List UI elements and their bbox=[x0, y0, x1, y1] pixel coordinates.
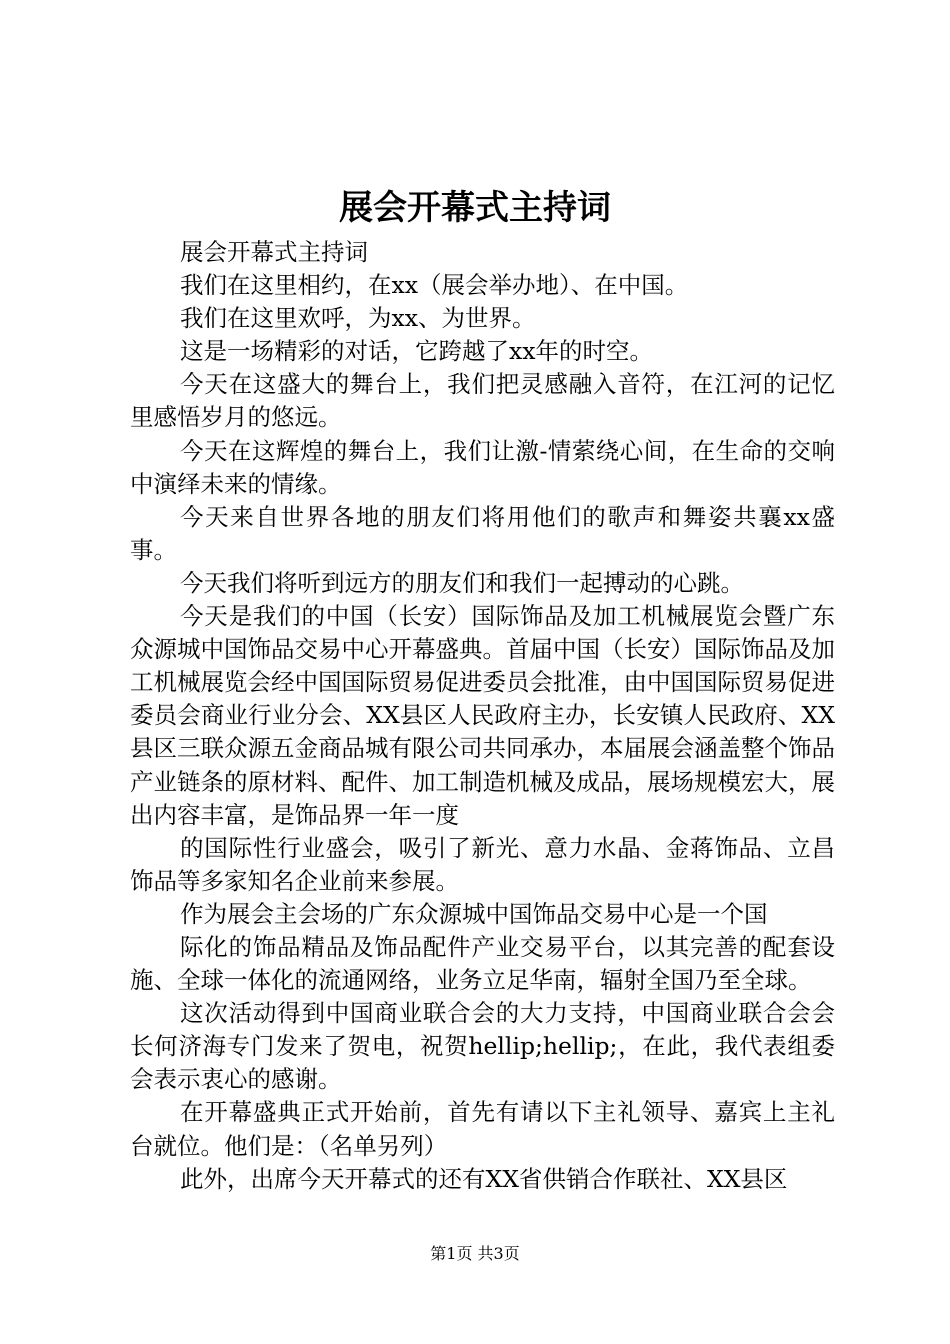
paragraph: 今天我们将听到远方的朋友们和我们一起搏动的心跳。 bbox=[180, 568, 744, 597]
paragraph: 这次活动得到中国商业联合会的大力支持，中国商业联合会会长何济海专门发来了贺电，祝贺hellip;hellip;，在此，我代表组委会表示衷心的感谢。 bbox=[130, 999, 835, 1094]
page-footer: 第1页 共3页 bbox=[430, 1244, 520, 1263]
paragraph: 这是一场精彩的对话，它跨越了xx年的时空。 bbox=[180, 337, 654, 366]
paragraph: 展会开幕式主持词 bbox=[180, 238, 368, 266]
paragraph: 此外，出席今天开幕式的还有XX省供销合作联社、XX县区 bbox=[180, 1164, 788, 1193]
paragraph: 今天在这辉煌的舞台上，我们让激-情萦绕心间，在生命的交响中演绎未来的情缘。 bbox=[130, 436, 835, 498]
paragraph: 际化的饰品精品及饰品配件产业交易平台，以其完善的配套设施、全球一体化的流通网络，业务立足华南，辐射全国乃至全球。 bbox=[130, 932, 835, 995]
paragraph: 今天来自世界各地的朋友们将用他们的歌声和舞姿共襄xx盛事。 bbox=[130, 502, 835, 564]
paragraph: 在开幕盛典正式开始前，首先有请以下主礼领导、嘉宾上主礼台就位。他们是：（名单另列） bbox=[130, 1098, 835, 1160]
paragraph: 今天是我们的中国（长安）国际饰品及加工机械展览会暨广东众源城中国饰品交易中心开幕盛典。首届中国（长安）国际饰品及加工机械展览会经中国国际贸易促进委员会批准，由中国国际贸易促进委员会商业行业分会、XX县区人民政府主办，长安镇人民政府、XX县区三联众源五金商品城有限公司共同承办，本届展会涵盖整个饰品产业链条的原材料、配件、加工制造机械及成品，展场规模宏大，展出内容丰富，是饰品界一年一度 bbox=[130, 602, 835, 829]
page-title: 展会开幕式主持词 bbox=[339, 188, 611, 228]
paragraph: 作为展会主会场的广东众源城中国饰品交易中心是一个国 bbox=[180, 899, 768, 928]
paragraph: 今天在这盛大的舞台上，我们把灵感融入音符，在江河的记忆里感悟岁月的悠远。 bbox=[130, 370, 835, 432]
paragraph: 我们在这里欢呼，为xx、为世界。 bbox=[180, 304, 536, 333]
document-body bbox=[130, 236, 835, 1196]
paragraph: 的国际性行业盛会，吸引了新光、意力水晶、金蒋饰品、立昌饰品等多家知名企业前来参展。 bbox=[130, 833, 835, 895]
paragraph: 我们在这里相约，在xx（展会举办地）、在中国。 bbox=[180, 271, 689, 300]
